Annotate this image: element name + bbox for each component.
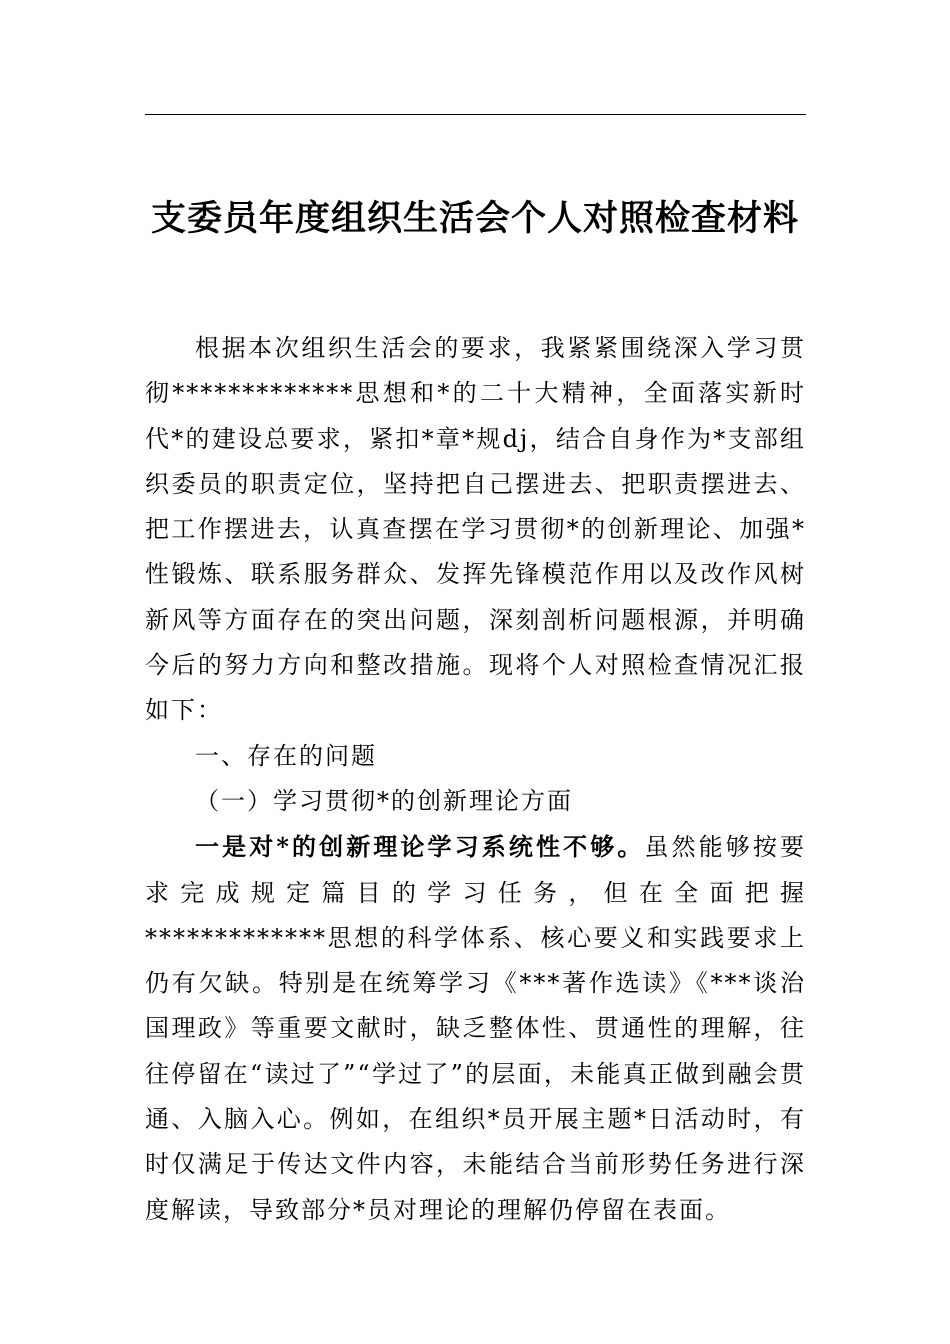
document-body [145, 326, 806, 1233]
header-rule [145, 114, 806, 115]
document-title: 支委员年度组织生活会个人对照检查材料 [150, 198, 799, 239]
intro-paragraph: 根据本次组织生活会的要求，我紧紧围绕深入学习贯彻*************思想和*的二十大精神，全面落实新时代*的建设总要求，紧扣*章*规dj，结合自身作为*支部组织委员的职责定位，坚持把自己摆进去、把职责摆进去、把工作摆进去，认真查摆在学习贯彻*的创新理论、加强*性锻炼、联系服务群众、发挥先锋模范作用以及改作风树新风等方面存在的突出问题，深刻剖析问题根源，并明确今后的努力方向和整改措施。现将个人对照检查情况汇报如下： [145, 334, 806, 725]
section-heading: 一、存在的问题 [195, 741, 377, 770]
subsection-heading: （一）学习贯彻*的创新理论方面 [195, 786, 573, 815]
point-lead: 一是对*的创新理论学习系统性不够。 [195, 832, 645, 862]
point-paragraph [145, 824, 806, 1233]
point-body: 虽然能够按要求完成规定篇目的学习任务，但在全面把握*************思想的科学体系、核心要义和实践要求上仍有欠缺。特别是在统筹学习《***著作选读》《***谈治国理政》等重要文献时，缺乏整体性、贯通性的理解，往往停留在“读过了”“学过了”的层面，未能真正做到融会贯通、入脑入心。例如，在组织*员开展主题*日活动时，有时仅满足于传达文件内容，未能结合当前形势任务进行深度解读，导致部分*员对理论的理解仍停留在表面。 [145, 833, 806, 1224]
